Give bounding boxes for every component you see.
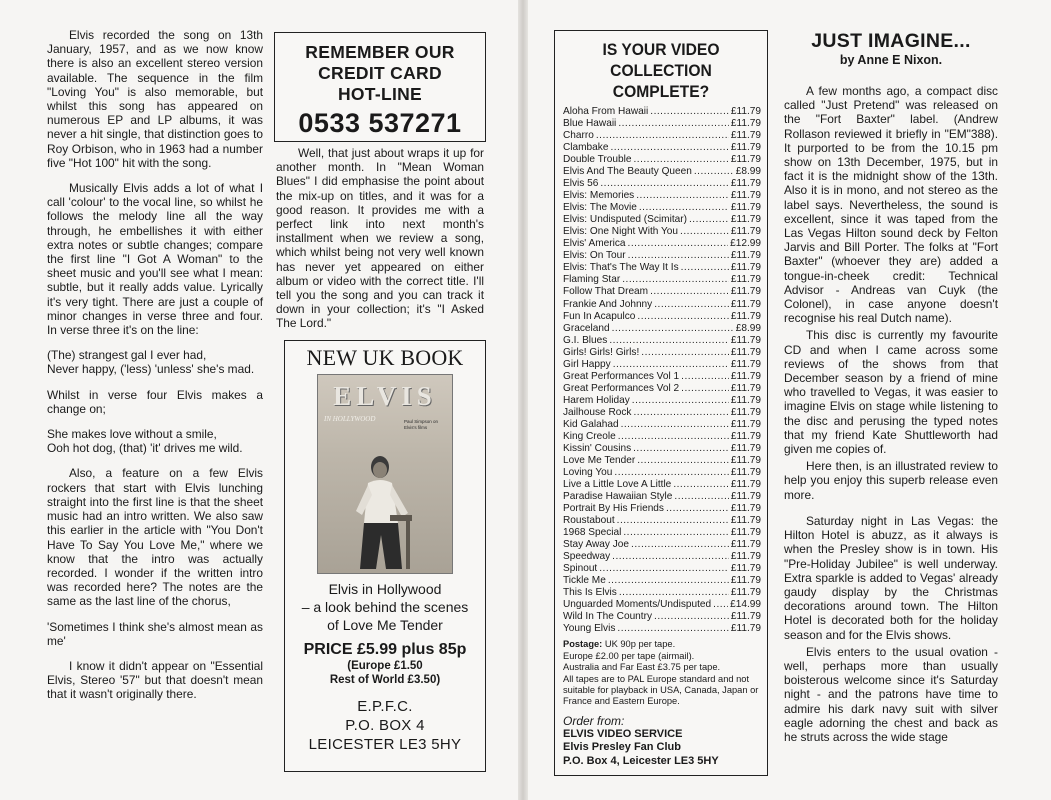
book-price: PRICE £5.99 plus 85p (303, 641, 467, 658)
book-cover-title: ELVIS (333, 381, 437, 411)
video-list-item (563, 190, 761, 202)
video-title: King Creole (563, 430, 616, 442)
video-title: Unguarded Moments/Undisputed (563, 599, 712, 611)
address-line: E.P.F.C. (357, 698, 413, 715)
video-title: Elvis: Memories (563, 190, 635, 202)
video-title: Wild In The Country (563, 611, 653, 623)
video-title: Follow That Dream (563, 286, 649, 298)
video-price: £11.79 (730, 298, 761, 310)
dot-leader (600, 178, 729, 190)
video-price: £8.99 (735, 322, 761, 334)
dot-leader (689, 214, 729, 226)
video-list-item (563, 166, 761, 178)
video-title: Young Elvis (563, 623, 616, 635)
video-price: £11.79 (730, 226, 761, 238)
video-price: £11.79 (730, 394, 761, 406)
video-title: G.I. Blues (563, 334, 608, 346)
video-title: Portrait By His Friends (563, 503, 664, 515)
paragraph: Elvis enters to the usual ovation - well, perhaps more than usually boisterous welcome since it's Saturday night - and the patrons have time to admire his dark navy suit with silver eagle adorning the chest and back as he struts across the wide stage (784, 644, 998, 744)
video-list-item (563, 551, 761, 563)
page-gutter (518, 0, 528, 800)
article-just-imagine (784, 30, 998, 747)
video-title: Elvis: One Night With You (563, 226, 679, 238)
video-price: £11.79 (730, 106, 761, 117)
dot-leader (673, 479, 729, 491)
video-list-item (563, 299, 761, 311)
video-title: Live a Little Love A Little (563, 478, 672, 490)
video-list-item (563, 371, 761, 383)
paragraph: Well, that just about wraps it up for another month. In "Mean Woman Blues" I did emphasise the point about the mix-up on titles, and it was for a good reason. It provides me with a perfect link into next month's installment when we review a song, which whilst being not very well known has never yet appeared on either album or video with the correct title. I'll tell you the song and you can track it down in your collection; it's "I Asked The Lord." (276, 146, 484, 331)
dot-leader (596, 130, 729, 142)
dot-leader (650, 286, 729, 298)
video-price: £11.79 (730, 130, 761, 142)
dot-leader (636, 190, 729, 202)
video-price: £11.79 (730, 406, 761, 418)
video-list-item (563, 178, 761, 190)
video-list-item (563, 262, 761, 274)
video-list-item (563, 467, 761, 479)
book-ad-title: NEW UK BOOK (306, 345, 464, 370)
video-price: £11.79 (730, 214, 761, 226)
video-list-item (563, 214, 761, 226)
dot-leader (637, 455, 729, 467)
paragraph: Also, a feature on a few Elvis rockers that start with Elvis lunching straight into the first line is that the sheet music had an intro written. We also saw this earlier in the article with "You Don't Have To Say You Love Me," where we know that the intro was actually recorded. I wonder if the written intro was recorded here? The notes are the same as the last line of the chorus, (47, 466, 263, 609)
video-title: Double Trouble (563, 154, 632, 166)
paragraph: A few months ago, a compact disc called "Just Pretend" was released on the "Fort Baxter" label. (Andrew Rollason reviewed it briefly in "EM"388). It purported to be from the 10.15 pm show on 13th December, 1975, but in fact it is the midnight show of the 13th. Also it is in mono, and not stereo as the label says. Nevertheless, the sound is excellent, since it was taped from the Las Vegas Hilton sound deck by Felton Jarvis and Bill Porter. The folks at "Fort Baxter" (whoever they are) added a tongue-in-cheek credit: Technical Advisor - Andreas van Cuyk (the Colonel), in case anyone doesn't recognise his real Dutch name). (784, 84, 998, 326)
video-list-item (563, 407, 761, 419)
video-title: Speedway (563, 551, 611, 563)
video-title: Elvis: On Tour (563, 250, 626, 262)
video-price: £11.79 (730, 334, 761, 346)
lyric-line: She makes love without a smile, (47, 427, 217, 442)
dot-leader (621, 419, 729, 431)
dot-leader (681, 371, 729, 383)
video-collection-ad (554, 30, 768, 776)
book-cover-note: Paul Simpson on Elvis's films (404, 419, 439, 430)
order-address-line: P.O. Box 4, Leicester LE3 5HY (563, 754, 719, 767)
article-byline: by Anne E Nixon. (839, 53, 943, 67)
dot-leader (610, 142, 728, 154)
video-title: Graceland (563, 322, 610, 334)
video-list-item (563, 419, 761, 431)
video-title: Love Me Tender (563, 454, 636, 466)
video-price: £11.79 (730, 358, 761, 370)
video-price: £11.79 (730, 178, 761, 190)
video-title: Paradise Hawaiian Style (563, 491, 673, 502)
book-caption: of Love Me Tender (327, 617, 443, 633)
video-list-item (563, 443, 761, 455)
paragraph: Saturday night in Las Vegas: the Hilton Hotel is abuzz, as it always is when the Presley show is in town. His "Pre-Holiday Jubilee" is well underway. Extra sparkle is added to Vegas' already gaudy display by the Christmas decorations around town. The Hilton Hotel is decorated both for the holiday season and for the Elvis shows. (784, 513, 998, 642)
lyric-line: Never happy, ('less) 'unless' she's mad. (47, 362, 255, 377)
video-price: £8.99 (735, 166, 761, 178)
video-title: Frankie And Johnny (563, 298, 653, 310)
video-price: £12.99 (730, 238, 761, 250)
video-price: £11.79 (730, 587, 761, 599)
lyric-line: Ooh hot dog, (that) 'it' drives me wild. (47, 441, 243, 456)
video-list-item (563, 539, 761, 551)
video-title: Charro (563, 130, 594, 142)
video-price: £11.79 (730, 118, 761, 130)
video-list-item (563, 491, 761, 503)
video-list-item (563, 335, 761, 347)
lyric-line: 'Sometimes I think she's almost mean as me' (47, 619, 263, 648)
paragraph: Musically Elvis adds a lot of what I call 'colour' to the vocal line, so whilst he follows the melody line all the way through, he embellishes it with either extra notes or subtle changes; compare the first line "I Got A Woman" to the sheet music and you'll see what I mean: subtle, but it really adds value. Lyrically it's very tight. There are just a couple of minor changes in verse three and four. In verse three it's on the line: (47, 181, 263, 338)
dot-leader (631, 539, 729, 551)
video-list-item (563, 575, 761, 587)
video-list-item (563, 238, 761, 250)
order-address-line: ELVIS VIDEO SERVICE (563, 728, 683, 741)
dot-leader (609, 335, 729, 347)
hotline-phone-number: 0533 537271 (298, 108, 462, 138)
video-list-item (563, 226, 761, 238)
video-list-item (563, 587, 761, 599)
video-list-item (563, 286, 761, 298)
order-from-label: Order from: (563, 713, 625, 728)
video-title: Elvis: Undisputed (Scimitar) (563, 214, 687, 226)
video-title: Elvis' America (563, 238, 626, 250)
paragraph: Here then, is an illustrated review to help you enjoy this superb release even more. (784, 459, 998, 502)
article-column-left-2 (276, 146, 484, 342)
book-cover-image (317, 374, 453, 574)
dot-leader (639, 202, 729, 214)
video-ad-title: COLLECTION COMPLETE? (610, 61, 712, 101)
video-price: £11.79 (730, 491, 761, 502)
video-list-item (563, 455, 761, 467)
video-price: £11.79 (730, 286, 761, 298)
dot-leader (680, 226, 729, 238)
postage-info (563, 639, 759, 707)
video-price: £11.79 (730, 442, 761, 454)
new-book-ad (284, 340, 486, 772)
video-price: £11.79 (730, 262, 761, 274)
video-title: Loving You (563, 466, 613, 478)
video-list-item (563, 130, 761, 142)
video-price: £11.79 (730, 202, 761, 214)
postage-label: Postage: (563, 639, 603, 650)
video-price-list (563, 106, 761, 635)
video-list-item (563, 323, 761, 335)
dot-leader (633, 154, 728, 166)
video-price: £11.79 (730, 478, 761, 490)
video-list-item (563, 611, 761, 623)
article-column-left (47, 28, 263, 713)
book-cover-subtitle: IN HOLLYWOOD (324, 415, 376, 423)
dot-leader (617, 515, 729, 527)
order-info (563, 715, 759, 768)
dot-leader (619, 587, 729, 599)
video-price: £11.79 (730, 418, 761, 430)
dot-leader (694, 166, 734, 178)
dot-leader (681, 262, 729, 274)
video-price: £11.79 (730, 563, 761, 575)
video-price: £11.79 (730, 274, 761, 286)
video-list-item (563, 118, 761, 130)
video-price: £11.79 (730, 623, 761, 635)
paragraph: Whilst in verse four Elvis makes a change on; (47, 387, 263, 416)
hotline-heading: CREDIT CARD (318, 63, 442, 83)
video-list-item (563, 274, 761, 286)
book-price-world: Rest of World £3.50) (329, 674, 441, 686)
dot-leader (612, 551, 729, 563)
video-price: £11.79 (730, 154, 761, 166)
dot-leader (628, 250, 729, 262)
video-price: £11.79 (730, 142, 761, 154)
video-price: £11.79 (730, 454, 761, 466)
dot-leader (681, 383, 729, 395)
video-title: Elvis And The Beauty Queen (563, 166, 692, 178)
video-title: Great Performances Vol 1 (563, 370, 680, 382)
dot-leader (674, 491, 728, 503)
book-price-europe: (Europe £1.50 (347, 660, 423, 672)
hotline-ad (274, 32, 486, 142)
video-list-item (563, 106, 761, 118)
address-line: LEICESTER LE3 5HY (308, 736, 462, 753)
dot-leader (637, 311, 728, 323)
video-title: Elvis: The Movie (563, 202, 637, 214)
video-title: Kid Galahad (563, 418, 619, 430)
video-list-item (563, 359, 761, 371)
postage-note: All tapes are to PAL Europe standard and not suitable for playback in USA, Canada, Japan or France and Eastern Europe. (563, 673, 759, 707)
book-caption: – a look behind the scenes (301, 599, 469, 615)
dot-leader (608, 575, 729, 587)
video-list-item (563, 311, 761, 323)
dot-leader (612, 323, 734, 335)
video-title: Elvis: That's The Way It Is (563, 262, 679, 274)
dot-leader (613, 359, 729, 371)
video-ad-title: IS YOUR VIDEO (602, 40, 720, 59)
video-title: Spinout (563, 563, 598, 575)
video-list-item (563, 142, 761, 154)
video-price: £11.79 (730, 250, 761, 262)
video-list-item (563, 599, 761, 611)
video-price: £11.79 (730, 466, 761, 478)
video-title: Harem Holiday (563, 394, 630, 406)
video-price: £11.79 (730, 503, 761, 515)
hotline-heading: HOT-LINE (337, 84, 423, 104)
postage-uk: UK 90p per tape. (604, 639, 676, 650)
video-title: Kissin' Cousins (563, 442, 632, 454)
dot-leader (641, 347, 729, 359)
paragraph: Elvis recorded the song on 13th January, 1957, and as we now know there is also an excellent stereo version available. The sequence in the film "Loving You" is also memorable, but whilst this song has appeared on numerous EP and LP albums, it was never a hit single, that distinction goes to Roy Orbison, who in 1963 had a number five "Hot 100" hit with the song. (47, 28, 263, 170)
video-title: Roustabout (563, 515, 615, 527)
hotline-heading: REMEMBER OUR (305, 42, 455, 62)
dot-leader (623, 527, 729, 539)
video-title: Fun In Acapulco (563, 310, 636, 322)
dot-leader (614, 467, 728, 479)
postage-europe: Europe £2.00 per tape (airmail). (563, 650, 695, 661)
video-price: £11.79 (730, 551, 761, 563)
video-title: 1968 Special (563, 527, 622, 539)
video-list-item (563, 563, 761, 575)
video-price: £11.79 (730, 539, 761, 551)
dot-leader (617, 623, 728, 635)
video-list-item (563, 154, 761, 166)
article-title: JUST IMAGINE... (811, 30, 971, 52)
video-price: £11.79 (730, 575, 761, 587)
lyric-line: (The) strangest gal I ever had, (47, 348, 207, 363)
dot-leader (633, 443, 729, 455)
dot-leader (666, 503, 729, 515)
video-title: Jailhouse Rock (563, 406, 632, 418)
paragraph: I know it didn't appear on "Essential Elvis, Stereo '57" but that doesn't mean that it wasn't originally there. (47, 658, 263, 702)
video-price: £11.79 (730, 190, 761, 202)
video-list-item (563, 503, 761, 515)
video-list-item (563, 383, 761, 395)
dot-leader (713, 599, 728, 611)
elvis-figure-illustration (346, 453, 416, 571)
dot-leader (618, 431, 729, 443)
book-caption: Elvis in Hollywood (328, 581, 442, 597)
dot-leader (650, 106, 729, 118)
video-list-item (563, 202, 761, 214)
video-title: Aloha From Hawaii (563, 106, 649, 117)
video-title: Flaming Star (563, 274, 621, 286)
dot-leader (633, 407, 728, 419)
dot-leader (599, 563, 729, 575)
video-list-item (563, 479, 761, 491)
video-list-item (563, 431, 761, 443)
video-price: £11.79 (730, 430, 761, 442)
video-price: £11.79 (730, 527, 761, 539)
video-price: £11.79 (730, 515, 761, 527)
video-list-item (563, 347, 761, 359)
video-title: Clambake (563, 142, 609, 154)
video-list-item (563, 515, 761, 527)
video-list-item (563, 395, 761, 407)
video-title: Tickle Me (563, 575, 606, 587)
video-list-item (563, 623, 761, 635)
video-title: Blue Hawaii (563, 118, 617, 130)
video-price: £11.79 (730, 611, 761, 623)
video-title: Elvis 56 (563, 178, 599, 190)
video-list-item (563, 527, 761, 539)
video-price: £11.79 (730, 310, 761, 322)
paragraph: This disc is currently my favourite CD and when I came across some reviews of the shows from that December season by a friend of mine who travelled to Vegas, it was easier to imagine Elvis on stage while listening to the disc and perusing the typed notes that my friend Kate Shuttleworth had given me copies of. (784, 328, 998, 457)
video-title: Great Performances Vol 2 (563, 382, 680, 394)
dot-leader (622, 274, 729, 286)
video-price: £11.79 (730, 382, 761, 394)
dot-leader (628, 238, 729, 250)
dot-leader (654, 611, 729, 623)
video-title: Girl Happy (563, 358, 611, 370)
postage-australia: Australia and Far East £3.75 per tape. (563, 662, 721, 673)
video-price: £14.99 (730, 599, 761, 611)
video-price: £11.79 (730, 346, 761, 358)
video-list-item (563, 250, 761, 262)
video-price: £11.79 (730, 370, 761, 382)
dot-leader (618, 118, 729, 130)
video-title: This Is Elvis (563, 587, 617, 599)
video-title: Stay Away Joe (563, 539, 630, 551)
order-address-line: Elvis Presley Fan Club (563, 741, 681, 754)
dot-leader (654, 299, 729, 311)
dot-leader (632, 395, 729, 407)
video-title: Girls! Girls! Girls! (563, 346, 640, 358)
address-line: P.O. BOX 4 (345, 717, 425, 734)
